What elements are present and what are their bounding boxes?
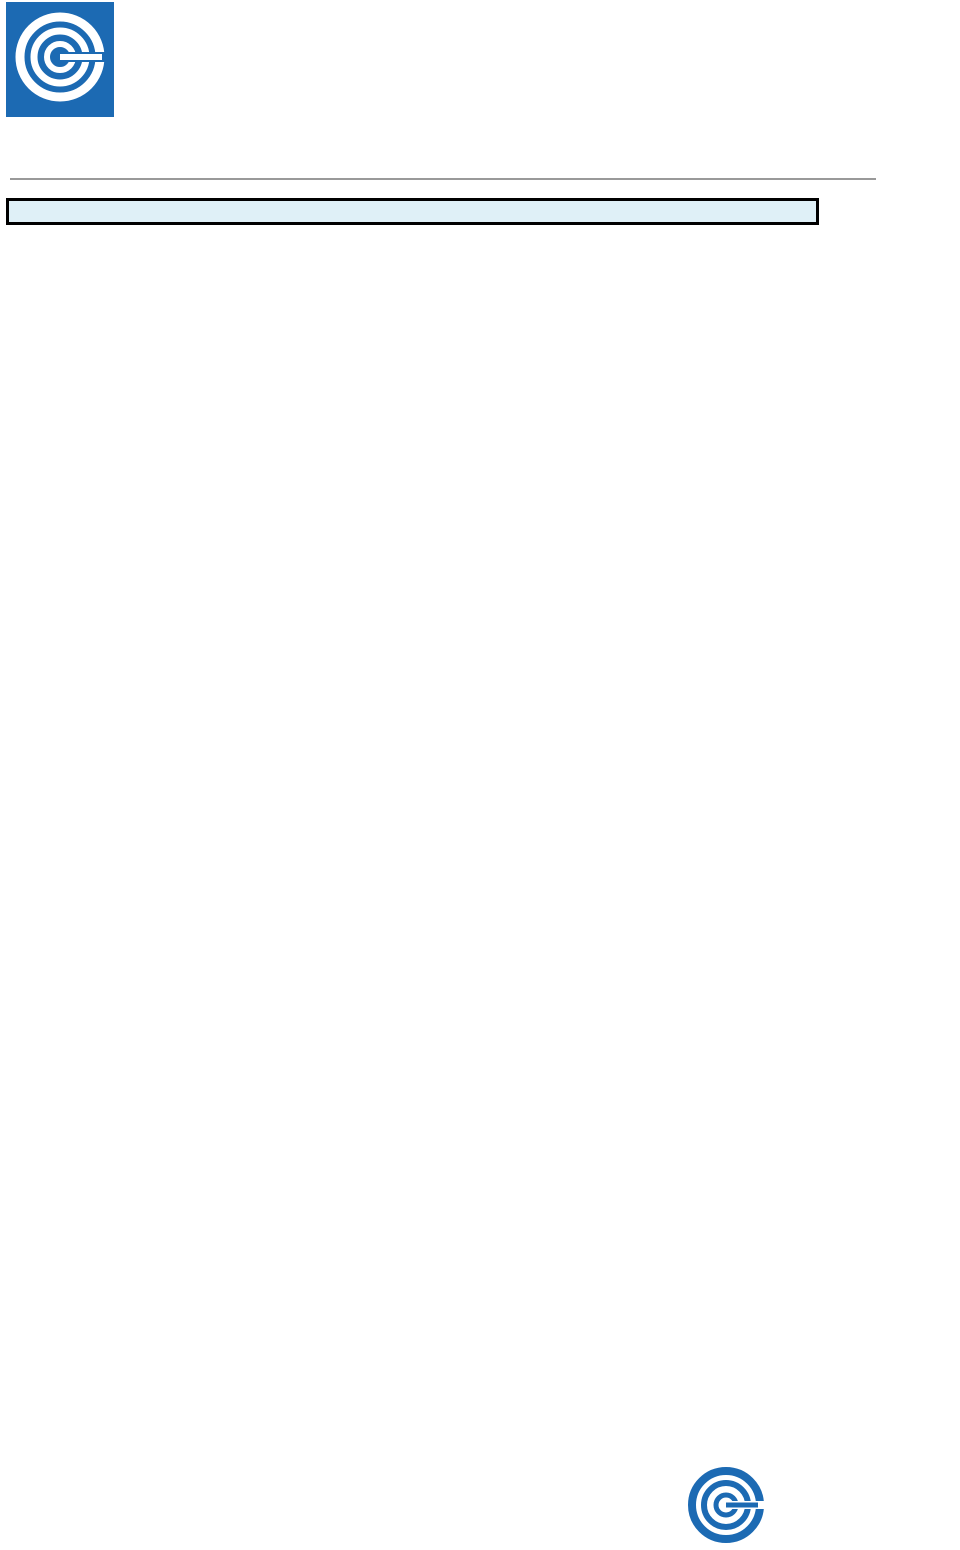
lindab-brand-logo <box>686 1464 958 1546</box>
lindab-rings-icon <box>692 1471 764 1539</box>
lindab-logo <box>6 2 114 117</box>
column-header-name <box>133 200 633 224</box>
column-header-page <box>759 200 818 224</box>
column-header-category <box>633 200 759 224</box>
title-divider <box>10 178 876 180</box>
toc-table <box>6 198 819 225</box>
toc-header-row <box>8 200 818 224</box>
column-header-code <box>8 200 133 224</box>
chapter-tabs <box>893 225 957 1281</box>
lindab-rings-icon <box>6 2 114 117</box>
